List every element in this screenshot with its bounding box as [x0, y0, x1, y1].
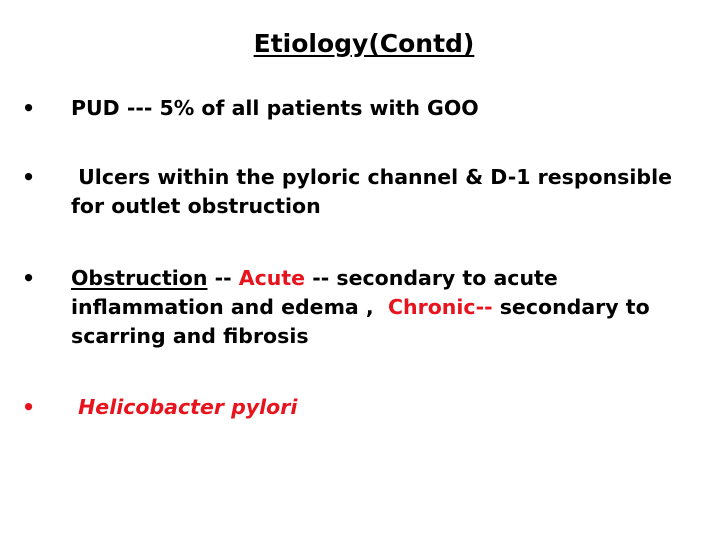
bullet-item-ulcers — [22, 163, 702, 221]
obstruction-separator: -- — [207, 266, 239, 290]
bullet-item-pud — [22, 94, 702, 123]
bullet-text: PUD --- 5% of all patients with GOO — [71, 96, 479, 120]
bullet-text: Ulcers within the pyloric channel & D-1 responsible for outlet obstruction — [71, 165, 680, 218]
bullet-dot-icon: • — [22, 395, 36, 419]
bullet-item-helicobacter — [22, 393, 702, 422]
bullet-dot-icon: • — [22, 266, 36, 290]
bullet-text: Helicobacter pylori — [71, 395, 298, 419]
slide-title — [0, 26, 728, 62]
slide-title-text: Etiology(Contd) — [253, 29, 475, 58]
obstruction-label: Obstruction — [71, 266, 208, 290]
chronic-text: secondary to scarring and fibrosis — [71, 295, 650, 348]
bullet-list — [22, 94, 702, 462]
acute-text: -- secondary to acute inflammation and edema , — [71, 266, 565, 319]
bullet-dot-icon: • — [22, 96, 36, 120]
acute-label: Acute — [238, 266, 306, 290]
bullet-item-obstruction — [22, 264, 702, 351]
chronic-label: Chronic-- — [387, 295, 493, 319]
bullet-dot-icon: • — [22, 165, 36, 189]
